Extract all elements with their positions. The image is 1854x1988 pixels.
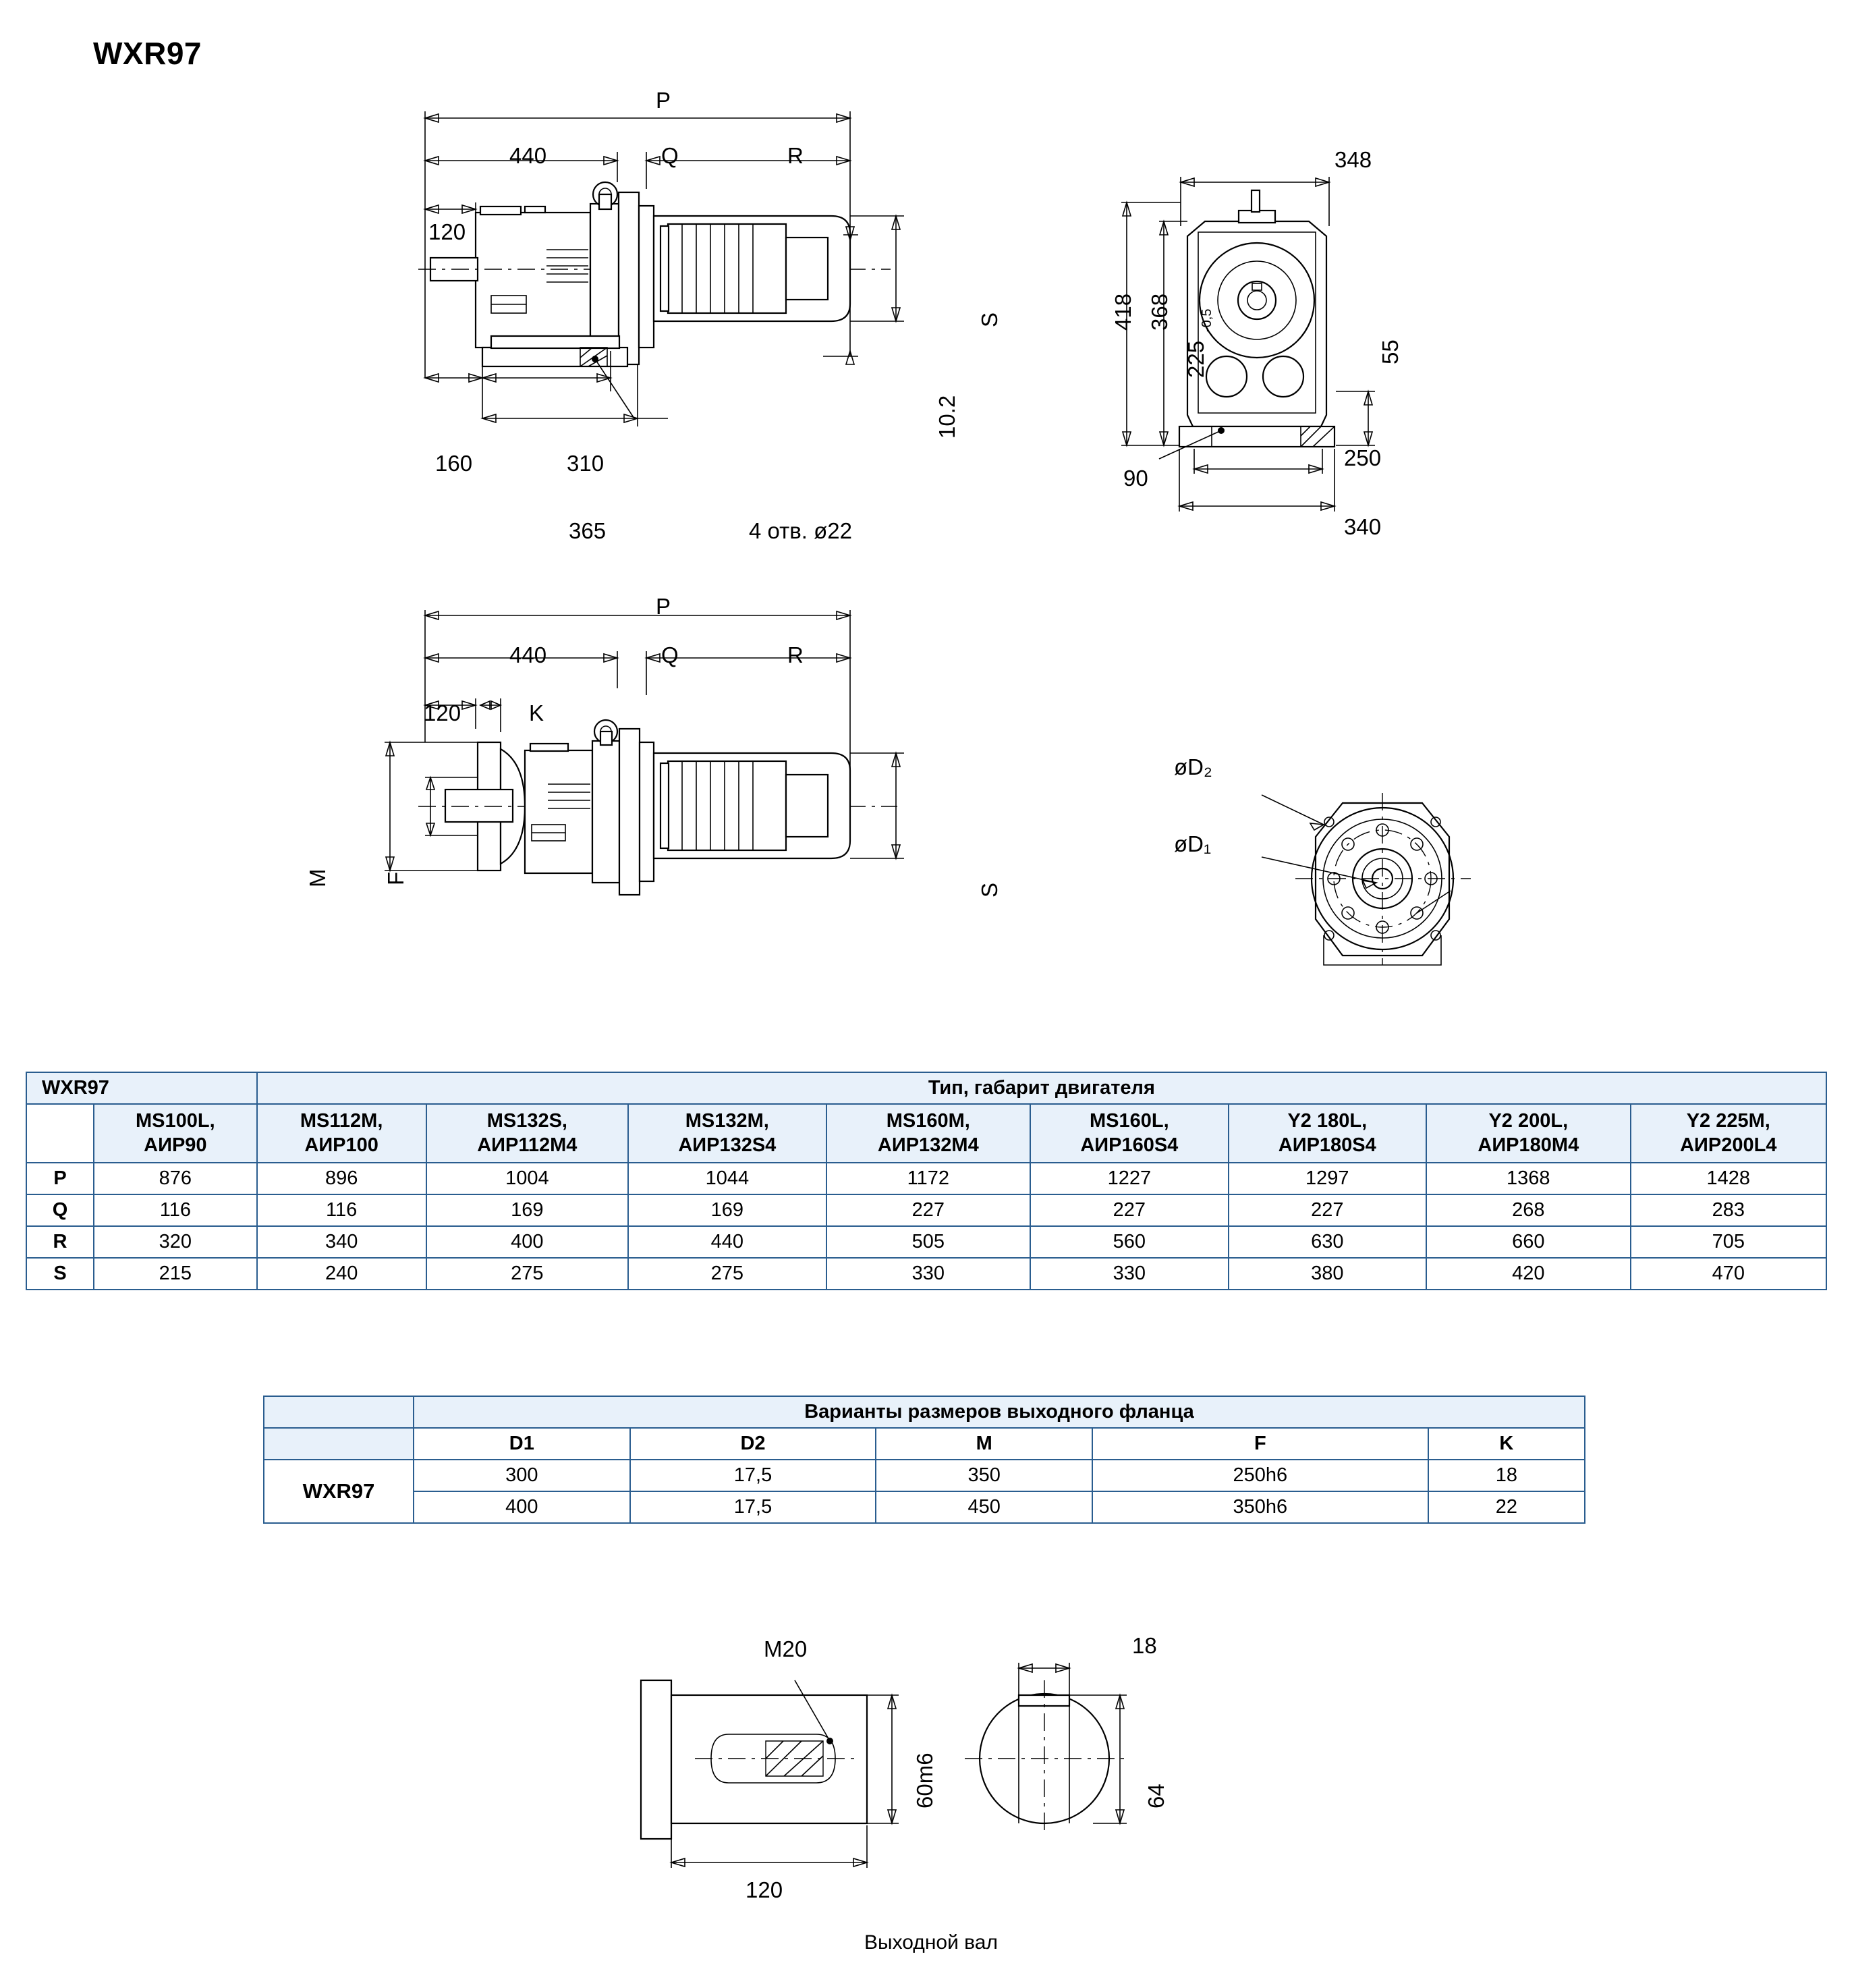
column-header — [94, 1104, 257, 1163]
dim-label-340-front: 340 — [1344, 514, 1382, 539]
front-view-drawing — [1106, 162, 1538, 547]
label-D1-flange-face: øD₁ — [1174, 831, 1212, 856]
table-row — [26, 1194, 1826, 1226]
table-row — [264, 1460, 1585, 1491]
dim-label-F-flange: F — [383, 871, 408, 885]
column-header-d1: D1 — [414, 1428, 630, 1460]
side-view-drawing — [378, 81, 985, 553]
cell: 1004 — [426, 1163, 629, 1194]
cell: 350 — [876, 1460, 1092, 1491]
dim-label-P-side: P — [656, 88, 671, 113]
cell: 896 — [257, 1163, 426, 1194]
column-header-d2: D2 — [630, 1428, 876, 1460]
key-height-label: 64 — [1144, 1784, 1169, 1808]
cell: 440 — [628, 1226, 826, 1258]
cell: 1172 — [826, 1163, 1031, 1194]
cell: 340 — [257, 1226, 426, 1258]
column-header-line2: АИР132М4 — [877, 1134, 979, 1157]
dim-label-225-tolerance: -0,5 — [1200, 308, 1214, 332]
column-header-k: K — [1428, 1428, 1585, 1460]
column-header-line1: MS132S, — [486, 1110, 567, 1132]
column-header — [1030, 1104, 1228, 1163]
table-row — [26, 1072, 1826, 1104]
shaft-caption: Выходной вал — [864, 1931, 998, 1954]
cell: 560 — [1030, 1226, 1228, 1258]
table-name-cell: WXR97 — [26, 1072, 257, 1104]
cell: 450 — [876, 1491, 1092, 1523]
table-row — [26, 1226, 1826, 1258]
cell: 215 — [94, 1258, 257, 1290]
label-D2-flange-face: øD₂ — [1174, 754, 1212, 779]
table-row — [264, 1491, 1585, 1523]
row-label-Q: Q — [26, 1194, 94, 1226]
column-header-line1: MS100L, — [136, 1110, 215, 1132]
table-row — [264, 1428, 1585, 1460]
flange-corner-cell-2 — [264, 1428, 414, 1460]
dim-label-160-side: 160 — [435, 451, 473, 476]
flange-corner-cell — [264, 1396, 414, 1428]
cell: 876 — [94, 1163, 257, 1194]
cell: 250h6 — [1092, 1460, 1428, 1491]
motor-size-table — [26, 1072, 1827, 1290]
cell: 470 — [1631, 1258, 1826, 1290]
page-title: WXR97 — [93, 36, 202, 71]
cell: 116 — [94, 1194, 257, 1226]
cell: 705 — [1631, 1226, 1826, 1258]
column-header-line2: АИР112М4 — [477, 1134, 578, 1157]
cell: 18 — [1428, 1460, 1585, 1491]
dim-label-440-side: 440 — [509, 143, 547, 168]
cell: 22 — [1428, 1491, 1585, 1523]
cell: 169 — [628, 1194, 826, 1226]
column-header-m: M — [876, 1428, 1092, 1460]
cell: 320 — [94, 1226, 257, 1258]
cell: 330 — [826, 1258, 1031, 1290]
shaft-diameter-label: 60m6 — [912, 1752, 937, 1808]
dim-label-Q-side: Q — [661, 143, 679, 168]
flange-name-cell: WXR97 — [264, 1460, 414, 1523]
cell: 1227 — [1030, 1163, 1228, 1194]
column-header-line2: АИР100 — [304, 1134, 378, 1157]
row-label-P: P — [26, 1163, 94, 1194]
dim-label-120-side: 120 — [428, 219, 466, 244]
column-header-line1: MS132M, — [685, 1110, 769, 1132]
column-header — [628, 1104, 826, 1163]
table-row — [26, 1163, 1826, 1194]
cell: 227 — [1229, 1194, 1426, 1226]
cell: 1297 — [1229, 1163, 1426, 1194]
cell: 1368 — [1426, 1163, 1631, 1194]
cell: 660 — [1426, 1226, 1631, 1258]
dim-label-250-front: 250 — [1344, 445, 1382, 470]
cell: 400 — [414, 1491, 630, 1523]
cell: 268 — [1426, 1194, 1631, 1226]
column-header — [257, 1104, 426, 1163]
row-label-S: S — [26, 1258, 94, 1290]
table-header-cell: Тип, габарит двигателя — [257, 1072, 1826, 1104]
column-header-line2: АИР200L4 — [1680, 1134, 1777, 1157]
column-header — [1426, 1104, 1631, 1163]
dim-label-10-2-side: 10.2 — [934, 395, 959, 439]
column-header-line2: АИР160S4 — [1080, 1134, 1179, 1157]
cell: 400 — [426, 1226, 629, 1258]
row-label-R: R — [26, 1226, 94, 1258]
cell: 630 — [1229, 1226, 1426, 1258]
flange-face-drawing — [1248, 763, 1552, 1019]
cell: 283 — [1631, 1194, 1826, 1226]
cell: 275 — [426, 1258, 629, 1290]
column-header-line1: MS112M, — [300, 1110, 383, 1132]
column-header-line1: MS160M, — [886, 1110, 970, 1132]
dim-label-55-front: 55 — [1378, 339, 1403, 364]
column-header-line2: АИР180S4 — [1278, 1134, 1376, 1157]
flange-variants-table — [263, 1396, 1585, 1524]
flange-table-header: Варианты размеров выходного фланца — [414, 1396, 1585, 1428]
table-row — [264, 1396, 1585, 1428]
cell: 169 — [426, 1194, 629, 1226]
column-header-line1: MS160L, — [1090, 1110, 1169, 1132]
column-header — [426, 1104, 629, 1163]
table-row — [26, 1258, 1826, 1290]
dim-label-R-flange: R — [787, 642, 804, 667]
dim-label-368-front: 368 — [1147, 293, 1172, 331]
cell: 505 — [826, 1226, 1031, 1258]
dim-label-120-flange: 120 — [424, 700, 461, 725]
column-header-line2: АИР90 — [144, 1134, 207, 1157]
key-width-label: 18 — [1132, 1633, 1157, 1658]
dim-label-Q-flange: Q — [661, 642, 679, 667]
cell: 227 — [1030, 1194, 1228, 1226]
dim-label-418-front: 418 — [1111, 293, 1135, 331]
column-header-line1: Y2 180L, — [1287, 1110, 1368, 1132]
column-header-line2: АИР132S4 — [678, 1134, 777, 1157]
cell: 116 — [257, 1194, 426, 1226]
cell: 420 — [1426, 1258, 1631, 1290]
cell: 1428 — [1631, 1163, 1826, 1194]
dim-label-K-flange: K — [529, 700, 544, 725]
holes-note: 4 отв. ø22 — [749, 518, 852, 543]
empty-corner — [26, 1104, 94, 1163]
cell: 1044 — [628, 1163, 826, 1194]
cell: 227 — [826, 1194, 1031, 1226]
cell: 330 — [1030, 1258, 1228, 1290]
dim-label-348-front: 348 — [1335, 147, 1372, 172]
cell: 380 — [1229, 1258, 1426, 1290]
column-header — [1631, 1104, 1826, 1163]
column-header — [826, 1104, 1031, 1163]
column-header-f: F — [1092, 1428, 1428, 1460]
cell: 350h6 — [1092, 1491, 1428, 1523]
cell: 240 — [257, 1258, 426, 1290]
shaft-length-label: 120 — [746, 1877, 783, 1902]
dim-label-M-flange: M — [305, 868, 330, 887]
cell: 17,5 — [630, 1491, 876, 1523]
column-header-line1: Y2 200L, — [1488, 1110, 1569, 1132]
cell: 300 — [414, 1460, 630, 1491]
flange-view-drawing — [378, 587, 985, 1026]
cell: 17,5 — [630, 1460, 876, 1491]
column-header — [1229, 1104, 1426, 1163]
dim-label-P-flange: P — [656, 594, 671, 619]
dim-label-440-flange: 440 — [509, 642, 547, 667]
dim-label-R-side: R — [787, 143, 804, 168]
dim-label-365-side: 365 — [569, 518, 607, 543]
column-header-line1: Y2 225M, — [1686, 1110, 1770, 1132]
dim-label-225-front: 225 — [1183, 340, 1208, 378]
dim-label-S-flange: S — [977, 882, 1002, 898]
dim-label-90-front: 90 — [1123, 466, 1148, 491]
column-header-line2: АИР180М4 — [1478, 1134, 1579, 1157]
dim-label-310-side: 310 — [567, 451, 605, 476]
shaft-thread-label: M20 — [764, 1636, 808, 1661]
cell: 275 — [628, 1258, 826, 1290]
table-row — [26, 1104, 1826, 1163]
dim-label-S-side: S — [977, 312, 1002, 327]
